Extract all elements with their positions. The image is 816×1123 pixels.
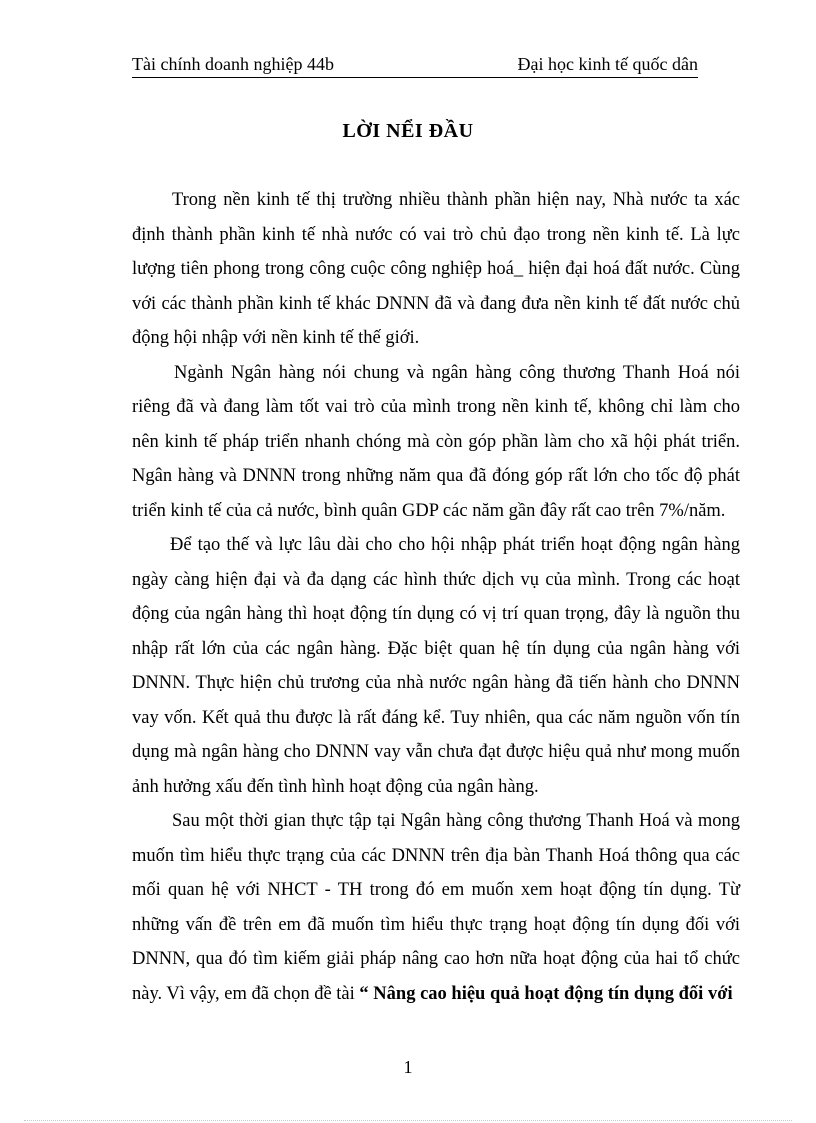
paragraph	[132, 804, 740, 1011]
paragraph: Ngành Ngân hàng nói chung và ngân hàng công thương Thanh Hoá nói riêng đã và đang làm tốt vai trò của mình trong nền kinh tế, không chỉ làm cho nên kinh tế pháp triển nhanh chóng mà còn góp phần làm cho xã hội phát triển. Ngân hàng và DNNN trong những năm qua đã đóng góp rất lớn cho tốc độ phát triển kinh tế của cả nước, bình quân GDP các năm gần đây rất cao trên 7%/năm.	[132, 362, 740, 521]
header-left-text: Tài chính doanh nghiệp 44b	[132, 54, 334, 74]
paragraph: Để tạo thế và lực lâu dài cho cho hội nhập phát triển hoạt động ngân hàng ngày càng hiện đại và đa dạng các hình thức dịch vụ của mình. Trong các hoạt động của ngân hàng thì hoạt động tín dụng có vị trí quan trọng, đây là nguồn thu nhập rất lớn của các ngân hàng. Đặc biệt quan hệ tín dụng của ngân hàng với DNNN. Thực hiện chủ trương của nhà nước ngân hàng đã tiến hành cho DNNN vay vốn. Kết quả thu được là rất đáng kể. Tuy nhiên, qua các năm nguồn vốn tín dụng mà ngân hàng cho DNNN vay vẫn chưa đạt được hiệu quả như mong muốn ảnh hưởng xấu đến tình hình hoạt động của ngân hàng.	[132, 535, 740, 797]
paragraph-text: Sau một thời gian thực tập tại Ngân hàng công thương Thanh Hoá và mong muốn tìm hiểu thực trạng của các DNNN trên địa bàn Thanh Hoá thông qua các mối quan hệ với NHCT - TH trong đó em muốn xem hoạt động tín dụng. Từ những vấn đề trên em đã muốn tìm hiểu thực trạng hoạt động tín dụng đối với DNNN, qua đó tìm kiếm giải pháp nâng cao hơn nữa hoạt động của hai tổ chức này. Vì vậy, em đã chọn đề tài	[132, 811, 740, 1004]
page-number: 1	[403, 1057, 413, 1077]
thesis-title-bold: “ Nâng cao hiệu quả hoạt động tín dụng đối với	[359, 983, 733, 1004]
header-right-text: Đại học kinh tế quốc dân	[517, 54, 698, 74]
page-bottom-divider	[24, 1120, 792, 1121]
document-title: LỜI NỂI ĐẦU	[342, 120, 474, 142]
paragraph: Trong nền kinh tế thị trường nhiều thành phần hiện nay, Nhà nước ta xác định thành phần kinh tế nhà nước có vai trò chủ đạo trong nền kinh tế. Là lực lượng tiên phong trong công cuộc công nghiệp hoá_ hiện đại hoá đất nước. Cùng với các thành phần kinh tế khác DNNN đã và đang đưa nền kinh tế đất nước chủ động hội nhập với nền kinh tế thế giới.	[132, 190, 740, 348]
document-body	[132, 183, 740, 1011]
page-header	[132, 53, 698, 78]
